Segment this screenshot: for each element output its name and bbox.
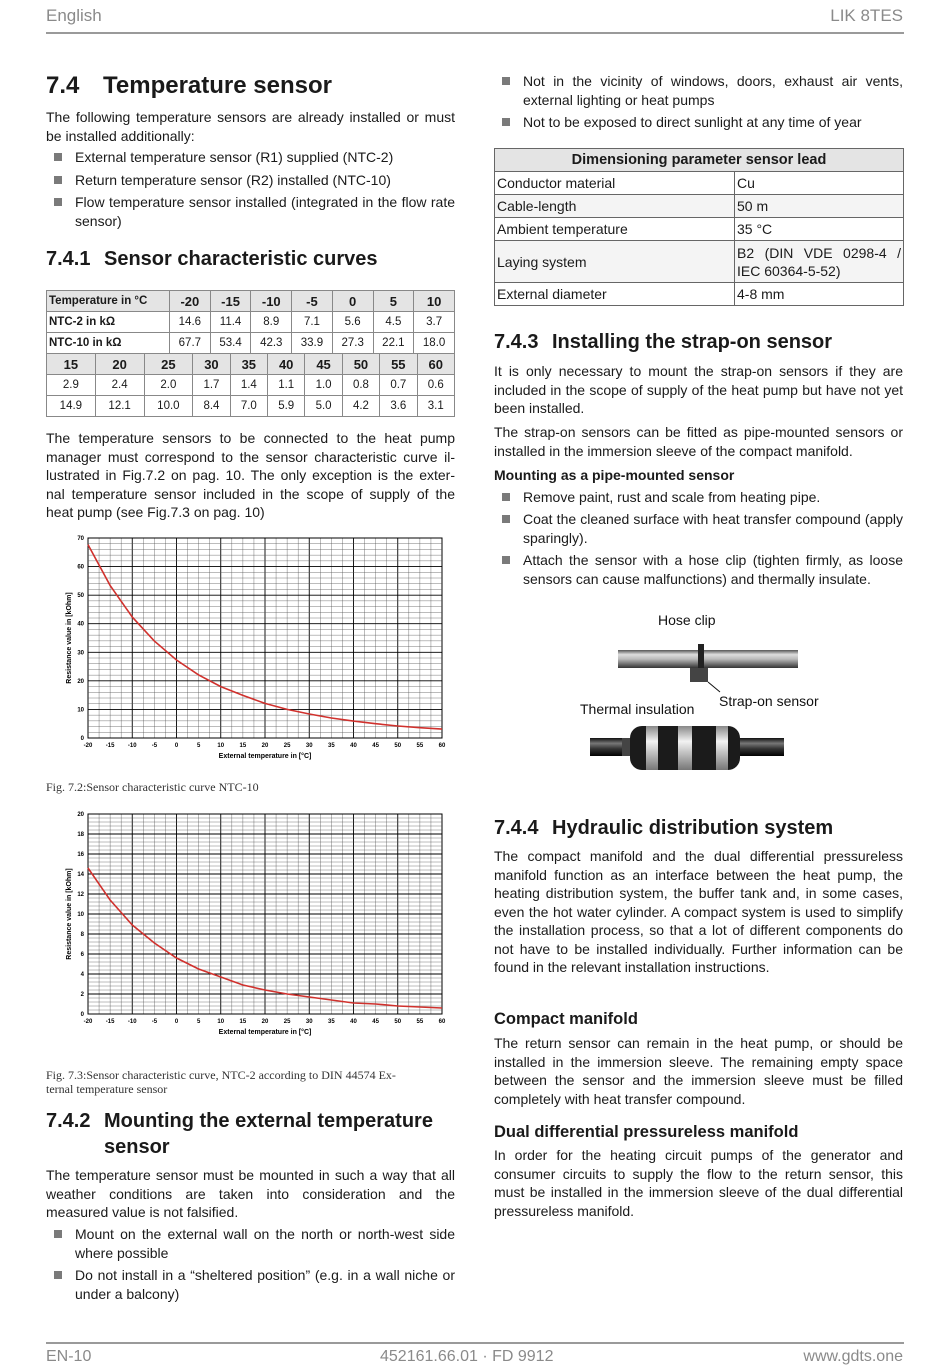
- x-tick-label: 60: [438, 743, 446, 749]
- y-tick-label: 0: [80, 736, 84, 742]
- y-tick-label: 2: [80, 992, 84, 998]
- y-tick-label: 12: [77, 892, 84, 898]
- x-tick-label: -5: [151, 743, 158, 749]
- y-tick-label: 14: [77, 872, 84, 878]
- x-tick-label: 50: [394, 1019, 402, 1025]
- table-cell: 4-8 mm: [735, 283, 904, 306]
- table-cell: Temperature in °C: [47, 291, 170, 312]
- chart-ntc10: [46, 530, 451, 770]
- x-tick-label: 20: [261, 743, 269, 749]
- x-tick-label: 25: [283, 1019, 291, 1025]
- table-title: Dimensioning parameter sensor lead: [495, 149, 904, 172]
- bullet-item: Do not install in a “sheltered position” (e.g. in a wall niche or under a balcony): [46, 1266, 455, 1303]
- table-cell: 3.6: [380, 396, 417, 417]
- band: [646, 726, 658, 770]
- y-tick-label: 20: [77, 812, 84, 818]
- x-tick-label: 40: [350, 1019, 357, 1025]
- table-cell: 12.1: [95, 396, 144, 417]
- x-tick-label: 10: [217, 743, 225, 749]
- x-tick-label: 50: [394, 743, 402, 749]
- x-tick-label: -20: [83, 743, 93, 749]
- table-cell: NTC-2 in kΩ: [47, 312, 170, 333]
- table-cell: 3.1: [417, 396, 455, 417]
- footer-website: www.gdts.one: [803, 1348, 903, 1365]
- table-cell: -5: [292, 291, 333, 312]
- strap-on-sensor-illustration: [580, 630, 820, 790]
- x-tick-label: 40: [350, 743, 357, 749]
- table-cell: 1.0: [305, 375, 342, 396]
- table-cell: 4.2: [342, 396, 379, 417]
- table-cell: Cable-length: [495, 195, 735, 218]
- x-tick-label: 30: [305, 1019, 313, 1025]
- table-cell: 40: [268, 354, 305, 375]
- strap-on-sensor: [690, 668, 708, 682]
- table-cell: 5.6: [332, 312, 373, 333]
- label-hose-clip: Hose clip: [658, 612, 716, 628]
- table-cell: 0.7: [380, 375, 417, 396]
- bullet-item: Mount on the external wall on the north or north-west side where possible: [46, 1225, 455, 1262]
- pipe-mounted-subheading: Mounting as a pipe-mounted sensor: [494, 467, 735, 483]
- table-cell: 35: [230, 354, 267, 375]
- label-thermal-insulation: Thermal insulation: [580, 701, 695, 717]
- compact-manifold-heading: Compact manifold: [494, 1010, 638, 1028]
- x-axis-label: External temperature in [°C]: [218, 1029, 312, 1036]
- section-7-4-2-heading: 7.4.2 Mounting the external temperature sensor: [46, 1110, 433, 1158]
- header-language: English: [46, 6, 102, 25]
- table-cell: 67.7: [170, 333, 211, 354]
- table-cell: 35 °C: [735, 218, 904, 241]
- section-7-4-3-p1: It is only necessary to mount the strap-on sensors if they are included in the scope of supply of the heat pump but have not yet been installed.: [494, 363, 903, 416]
- table-cell: 14.9: [47, 396, 96, 417]
- figure-7-3-caption: Fig. 7.3:Sensor characteristic curve, NTC-2 according to DIN 44574 Ex- ternal temperature sensor: [46, 1068, 396, 1096]
- footer-docnumber: 452161.66.01 · FD 9912: [380, 1348, 554, 1365]
- table-cell: 30: [193, 354, 230, 375]
- table-cell: -15: [210, 291, 251, 312]
- table-cell: 10.0: [144, 396, 193, 417]
- x-tick-label: 15: [239, 743, 247, 749]
- leader-line: [708, 682, 720, 692]
- table-cell: Ambient temperature: [495, 218, 735, 241]
- section-7-4-1-paragraph: The temperature sensors to be connected to the heat pump manager must correspond to the sensor characteristic curve il- lustrated in Fig.7.2 on pag. 10. The only exception is the exter- nal temperature sensor included in the scope of supply of the heat pump (see Fig.7.3 on pag. 10): [46, 430, 455, 520]
- pipe: [618, 650, 798, 668]
- x-tick-label: 55: [416, 743, 424, 749]
- table-cell: 18.0: [414, 333, 455, 354]
- x-tick-label: 5: [196, 1019, 201, 1025]
- x-tick-label: 60: [438, 1019, 446, 1025]
- y-tick-label: 40: [77, 621, 84, 628]
- footer-page: EN-10: [46, 1348, 92, 1365]
- table-cell: 50 m: [735, 195, 904, 218]
- table-cell: 45: [305, 354, 342, 375]
- compact-manifold-paragraph: The return sensor can remain in the heat pump, or should be installed in the immersion sleeve. The remaining empty space between the sensor and the immersion sleeve must be filled completely with heat transfer compound.: [494, 1035, 903, 1107]
- table-cell: B2 (DIN VDE 0298-4 / IEC 60364-5-52): [735, 241, 904, 283]
- y-tick-label: 60: [77, 564, 84, 571]
- header-model: LIK 8TES: [830, 6, 903, 25]
- section-7-4-4-p1: The compact manifold and the dual differential pressureless manifold function as an interface between the heat pump, the heating distribution system, the buffer tank and, in some cases, even the hot water cylinder. A compact system is used to simplify the installation process, so that a lot of different components do not have to be installed individually. Further information can be found in the relevant installation instructions.: [494, 848, 903, 975]
- table-cell: 4.5: [373, 312, 414, 333]
- x-tick-label: 30: [305, 743, 313, 749]
- table-cell: 5.0: [305, 396, 342, 417]
- table-cell: 1.1: [268, 375, 305, 396]
- table-cell: 15: [47, 354, 96, 375]
- section-7-4-intro: The following temperature sensors are already installed or must be installed additionally:: [46, 109, 455, 144]
- section-7-4-1-heading: 7.4.1 Sensor characteristic curves: [46, 248, 378, 270]
- table-cell: 60: [417, 354, 455, 375]
- chart-ntc2: [46, 806, 451, 1046]
- footer-rule: [46, 1342, 904, 1344]
- table-cell: Cu: [735, 172, 904, 195]
- bullet-item: Flow temperature sensor installed (integrated in the flow rate sensor): [46, 193, 455, 230]
- y-tick-label: 18: [77, 832, 84, 838]
- bullet-item: Attach the sensor with a hose clip (tighten firmly, as loose sensors can cause malfunctions) and thermally insulate.: [494, 551, 903, 588]
- bullet-item: Not in the vicinity of windows, doors, exhaust air vents, external lighting or heat pumps: [494, 72, 903, 109]
- table-cell: 2.9: [47, 375, 96, 396]
- table-cell: 11.4: [210, 312, 251, 333]
- y-tick-label: 70: [77, 536, 84, 542]
- band: [716, 726, 728, 770]
- bullet-item: Return temperature sensor (R2) installed (NTC-10): [46, 171, 455, 190]
- table-cell: -10: [251, 291, 292, 312]
- table-cell: 55: [380, 354, 417, 375]
- section-7-4-2-intro: The temperature sensor must be mounted in such a way that all weather conditions are taken into consideration and the measured value is not falsified.: [46, 1167, 455, 1220]
- bullet-item: External temperature sensor (R1) supplied (NTC-2): [46, 148, 455, 167]
- bullet-item: Not to be exposed to direct sunlight at any time of year: [494, 113, 903, 132]
- x-tick-label: 15: [239, 1019, 247, 1025]
- x-tick-label: 5: [196, 743, 201, 749]
- table-cell: 1.4: [230, 375, 267, 396]
- x-tick-label: -5: [151, 1019, 158, 1025]
- y-tick-label: 10: [77, 707, 84, 714]
- table-cell: 8.4: [193, 396, 230, 417]
- x-tick-label: 0: [174, 1019, 179, 1025]
- table-cell: 2.0: [144, 375, 193, 396]
- table-cell: 5.9: [268, 396, 305, 417]
- dual-manifold-heading: Dual differential pressureless manifold: [494, 1123, 799, 1141]
- band: [678, 726, 692, 770]
- y-tick-label: 8: [80, 932, 84, 938]
- x-tick-label: -15: [105, 743, 115, 749]
- section-7-4-3-p2: The strap-on sensors can be fitted as pipe-mounted sensors or installed in the immersion sleeve of the compact manifold.: [494, 424, 903, 459]
- table-cell: 10: [414, 291, 455, 312]
- x-tick-label: 45: [372, 743, 379, 749]
- table-cell: 7.0: [230, 396, 267, 417]
- x-tick-label: -10: [127, 743, 137, 749]
- table-cell: 25: [144, 354, 193, 375]
- section-7-4-3-heading: 7.4.3 Installing the strap-on sensor: [494, 331, 833, 353]
- sensor-values-table-2: [46, 353, 455, 417]
- y-tick-label: 4: [80, 972, 84, 978]
- table-cell: 14.6: [170, 312, 211, 333]
- table-cell: Laying system: [495, 241, 735, 283]
- y-axis-label: Resistance value in [kOhm]: [66, 868, 73, 960]
- y-tick-label: 6: [80, 952, 84, 958]
- y-tick-label: 20: [77, 678, 84, 685]
- bullet-item: Remove paint, rust and scale from heating pipe.: [494, 488, 903, 507]
- pipe-segment: [622, 738, 630, 756]
- x-tick-label: 35: [328, 743, 335, 749]
- x-tick-label: 25: [283, 743, 291, 749]
- table-cell: 8.9: [251, 312, 292, 333]
- x-tick-label: 55: [416, 1019, 424, 1025]
- x-tick-label: 10: [217, 1019, 225, 1025]
- dimensioning-table: [494, 148, 904, 306]
- x-tick-label: -15: [105, 1019, 115, 1025]
- table-cell: 50: [342, 354, 379, 375]
- table-cell: 42.3: [251, 333, 292, 354]
- table-cell: 5: [373, 291, 414, 312]
- table-cell: External diameter: [495, 283, 735, 306]
- x-tick-label: 35: [328, 1019, 335, 1025]
- dual-manifold-paragraph: In order for the heating circuit pumps of the generator and consumer circuits to supply the flow to the return sensor, this must be installed in the immersion sleeve of the dual differential pressureless manifold.: [494, 1147, 903, 1219]
- table-cell: 0: [332, 291, 373, 312]
- y-tick-label: 10: [77, 912, 84, 918]
- header-rule: [46, 32, 904, 34]
- section-7-4-heading: 7.4 Temperature sensor: [46, 72, 332, 99]
- x-tick-label: 45: [372, 1019, 379, 1025]
- x-tick-label: -20: [83, 1019, 93, 1025]
- y-tick-label: 0: [80, 1012, 84, 1018]
- table-cell: 33.9: [292, 333, 333, 354]
- table-cell: Conductor material: [495, 172, 735, 195]
- table-cell: 20: [95, 354, 144, 375]
- table-cell: 0.8: [342, 375, 379, 396]
- table-cell: 1.7: [193, 375, 230, 396]
- x-tick-label: 0: [174, 743, 179, 749]
- x-axis-label: External temperature in [°C]: [218, 753, 312, 760]
- table-cell: 22.1: [373, 333, 414, 354]
- y-tick-label: 30: [77, 650, 84, 657]
- y-axis-label: Resistance value in [kOhm]: [66, 592, 73, 684]
- figure-7-2-caption: Fig. 7.2:Sensor characteristic curve NTC-10: [46, 780, 259, 794]
- table-cell: 7.1: [292, 312, 333, 333]
- section-7-4-4-heading: 7.4.4 Hydraulic distribution system: [494, 817, 834, 839]
- x-tick-label: 20: [261, 1019, 269, 1025]
- x-tick-label: -10: [127, 1019, 137, 1025]
- bullet-item: Coat the cleaned surface with heat transfer compound (apply sparingly).: [494, 510, 903, 547]
- table-cell: 0.6: [417, 375, 455, 396]
- y-tick-label: 50: [77, 593, 84, 600]
- table-cell: 2.4: [95, 375, 144, 396]
- table-cell: NTC-10 in kΩ: [47, 333, 170, 354]
- table-cell: 53.4: [210, 333, 251, 354]
- table-cell: 3.7: [414, 312, 455, 333]
- y-tick-label: 16: [77, 852, 84, 858]
- label-strap-on-sensor: Strap-on sensor: [719, 693, 819, 709]
- table-cell: 27.3: [332, 333, 373, 354]
- sensor-values-table: [46, 290, 455, 354]
- table-cell: -20: [170, 291, 211, 312]
